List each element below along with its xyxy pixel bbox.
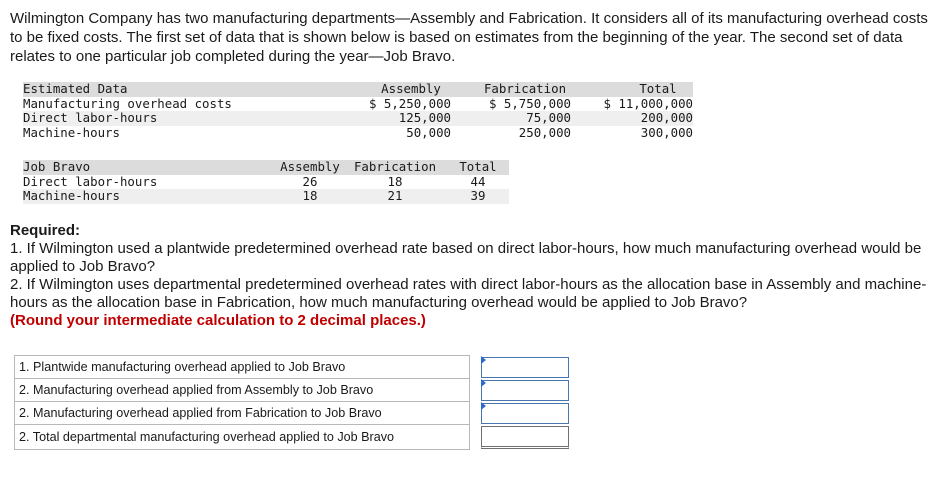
cell-value: $ 5,750,000 bbox=[488, 95, 571, 111]
table-row bbox=[23, 126, 693, 141]
estimated-data-header: Estimated Data bbox=[23, 82, 271, 97]
answer-input-plantwide[interactable] bbox=[481, 357, 569, 378]
required-heading: Required: bbox=[10, 222, 81, 239]
assembly-header: Assembly bbox=[271, 82, 451, 97]
cell-marker-icon bbox=[481, 402, 486, 410]
answer-label: 2. Manufacturing overhead applied from Assembly to Job Bravo bbox=[15, 379, 470, 402]
cell-value: 44 bbox=[470, 173, 486, 189]
problem-intro: Wilmington Company has two manufacturing departments—Assembly and Fabrication. It considers all of its manufacturing overhead costs to be fixed costs. The first set of data that is shown below is based on estimates from the beginning of the year. The second set of data relates to one particular job completed during the year—Job Bravo. bbox=[10, 10, 928, 65]
answer-cell bbox=[481, 356, 569, 379]
answer-cell bbox=[481, 425, 569, 450]
estimated-data-table bbox=[23, 82, 693, 140]
cell-value: 50,000 bbox=[406, 124, 451, 140]
cell-value: 300,000 bbox=[640, 124, 693, 140]
cell-value: 200,000 bbox=[571, 111, 693, 126]
cell-value: 250,000 bbox=[518, 124, 571, 140]
total-header: Total bbox=[571, 82, 693, 97]
answer-table bbox=[14, 355, 569, 450]
required-section bbox=[10, 222, 935, 330]
fabrication-header: Fabrication bbox=[343, 160, 447, 175]
answer-row bbox=[15, 402, 569, 425]
row-label: Manufacturing overhead costs bbox=[23, 95, 232, 111]
table-row bbox=[23, 111, 693, 126]
table-row bbox=[23, 175, 509, 190]
cell-value: 39 bbox=[447, 189, 509, 204]
cell-value: 18 bbox=[387, 173, 403, 189]
question-1: 1. If Wilmington used a plantwide predetermined overhead rate based on direct labor-hours, how much manufacturing overhead would be applied to Job Bravo? bbox=[10, 240, 922, 275]
table-row bbox=[23, 97, 693, 112]
row-label: Machine-hours bbox=[23, 189, 277, 204]
cell-value: 75,000 bbox=[451, 111, 571, 126]
answer-cell bbox=[481, 402, 569, 425]
answer-input-assembly[interactable] bbox=[481, 380, 569, 401]
question-2: 2. If Wilmington uses departmental predetermined overhead rates with direct labor-hours as the allocation base in Assembly and machine-hours as the allocation base in Fabrication, how much manufacturing overhead would be applied to Job Bravo? bbox=[10, 276, 927, 311]
cell-value: 21 bbox=[343, 189, 447, 204]
cell-value: $ 11,000,000 bbox=[603, 95, 693, 111]
answer-cell bbox=[481, 379, 569, 402]
total-header: Total bbox=[447, 160, 509, 175]
answer-input-fabrication[interactable] bbox=[481, 403, 569, 424]
row-label: Machine-hours bbox=[23, 124, 120, 140]
answer-label: 2. Total departmental manufacturing overhead applied to Job Bravo bbox=[15, 425, 470, 450]
cell-value: 18 bbox=[277, 189, 343, 204]
job-bravo-table bbox=[23, 160, 509, 204]
cell-marker-icon bbox=[481, 356, 486, 364]
row-label: Direct labor-hours bbox=[23, 173, 158, 189]
fabrication-header: Fabrication bbox=[451, 82, 571, 97]
answer-row bbox=[15, 379, 569, 402]
answer-label: 1. Plantwide manufacturing overhead applied to Job Bravo bbox=[15, 356, 470, 379]
answer-label: 2. Manufacturing overhead applied from Fabrication to Job Bravo bbox=[15, 402, 470, 425]
cell-marker-icon bbox=[481, 379, 486, 387]
rounding-note: (Round your intermediate calculation to 2 decimal places.) bbox=[10, 312, 426, 329]
table-row bbox=[23, 189, 509, 204]
cell-value: 125,000 bbox=[271, 111, 451, 126]
estimated-data-header-row bbox=[23, 82, 693, 97]
row-label: Direct labor-hours bbox=[23, 111, 271, 126]
answer-row bbox=[15, 356, 569, 379]
answer-row bbox=[15, 425, 569, 450]
answer-total-field[interactable] bbox=[481, 426, 569, 449]
job-bravo-header-row bbox=[23, 160, 509, 175]
cell-value: $ 5,250,000 bbox=[368, 95, 451, 111]
assembly-header: Assembly bbox=[277, 160, 343, 175]
job-bravo-header: Job Bravo bbox=[23, 160, 277, 175]
cell-value: 26 bbox=[302, 173, 318, 189]
